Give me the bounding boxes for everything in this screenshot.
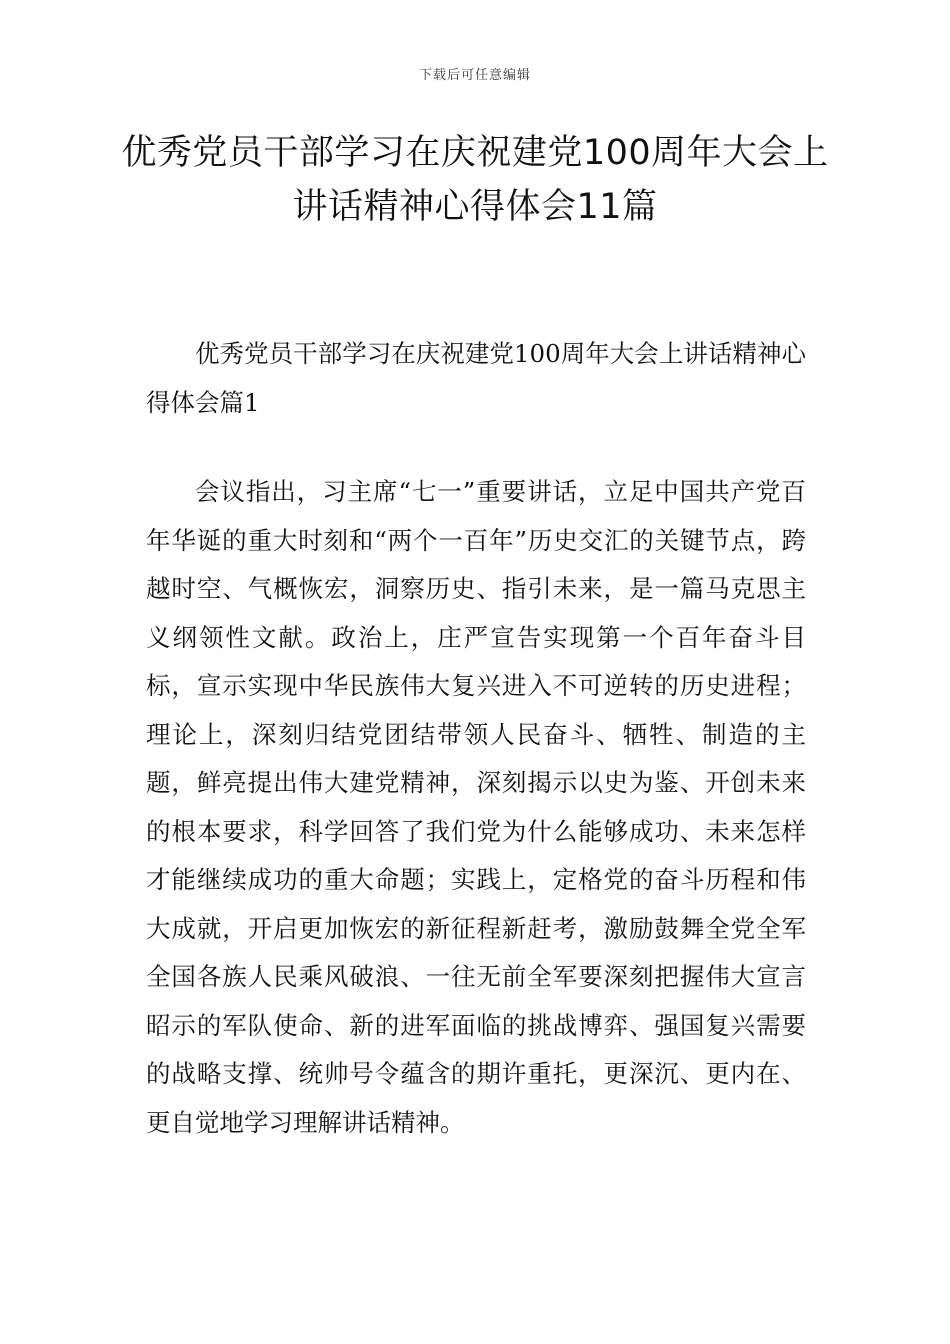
header-note: 下载后可任意编辑 bbox=[418, 68, 531, 83]
document-title: 优秀党员干部学习在庆祝建党100周年大会上讲话精神心得体会11篇 bbox=[121, 133, 829, 227]
section-heading: 优秀党员干部学习在庆祝建党100周年大会上讲话精神心得体会篇1 bbox=[146, 339, 806, 417]
body-paragraph: 会议指出，习主席“七一”重要讲话，立足中国共产党百年华诞的重大时刻和“两个一百年”历史交汇的关键节点，跨越时空、气概恢宏，洞察历史、指引未来，是一篇马克思主义纲领性文献。政治上，庄严宣告实现第一个百年奋斗目标，宣示实现中华民族伟大复兴进入不可逆转的历史进程；理论上，深刻归结党团结带领人民奋斗、牺牲、制造的主题，鲜亮提出伟大建党精神，深刻揭示以史为鉴、开创未来的根本要求，科学回答了我们党为什么能够成功、未来怎样才能继续成功的重大命题；实践上，定格党的奋斗历程和伟大成就，开启更加恢宏的新征程新赶考，激励鼓舞全党全军全国各族人民乘风破浪、一往无前全军要深刻把握伟大宣言昭示的军队使命、新的进军面临的挑战博弈、强国复兴需要的战略支撑、统帅号令蕴含的期许重托，更深沉、更内在、更自觉地学习理解讲话精神。 bbox=[146, 477, 806, 1137]
